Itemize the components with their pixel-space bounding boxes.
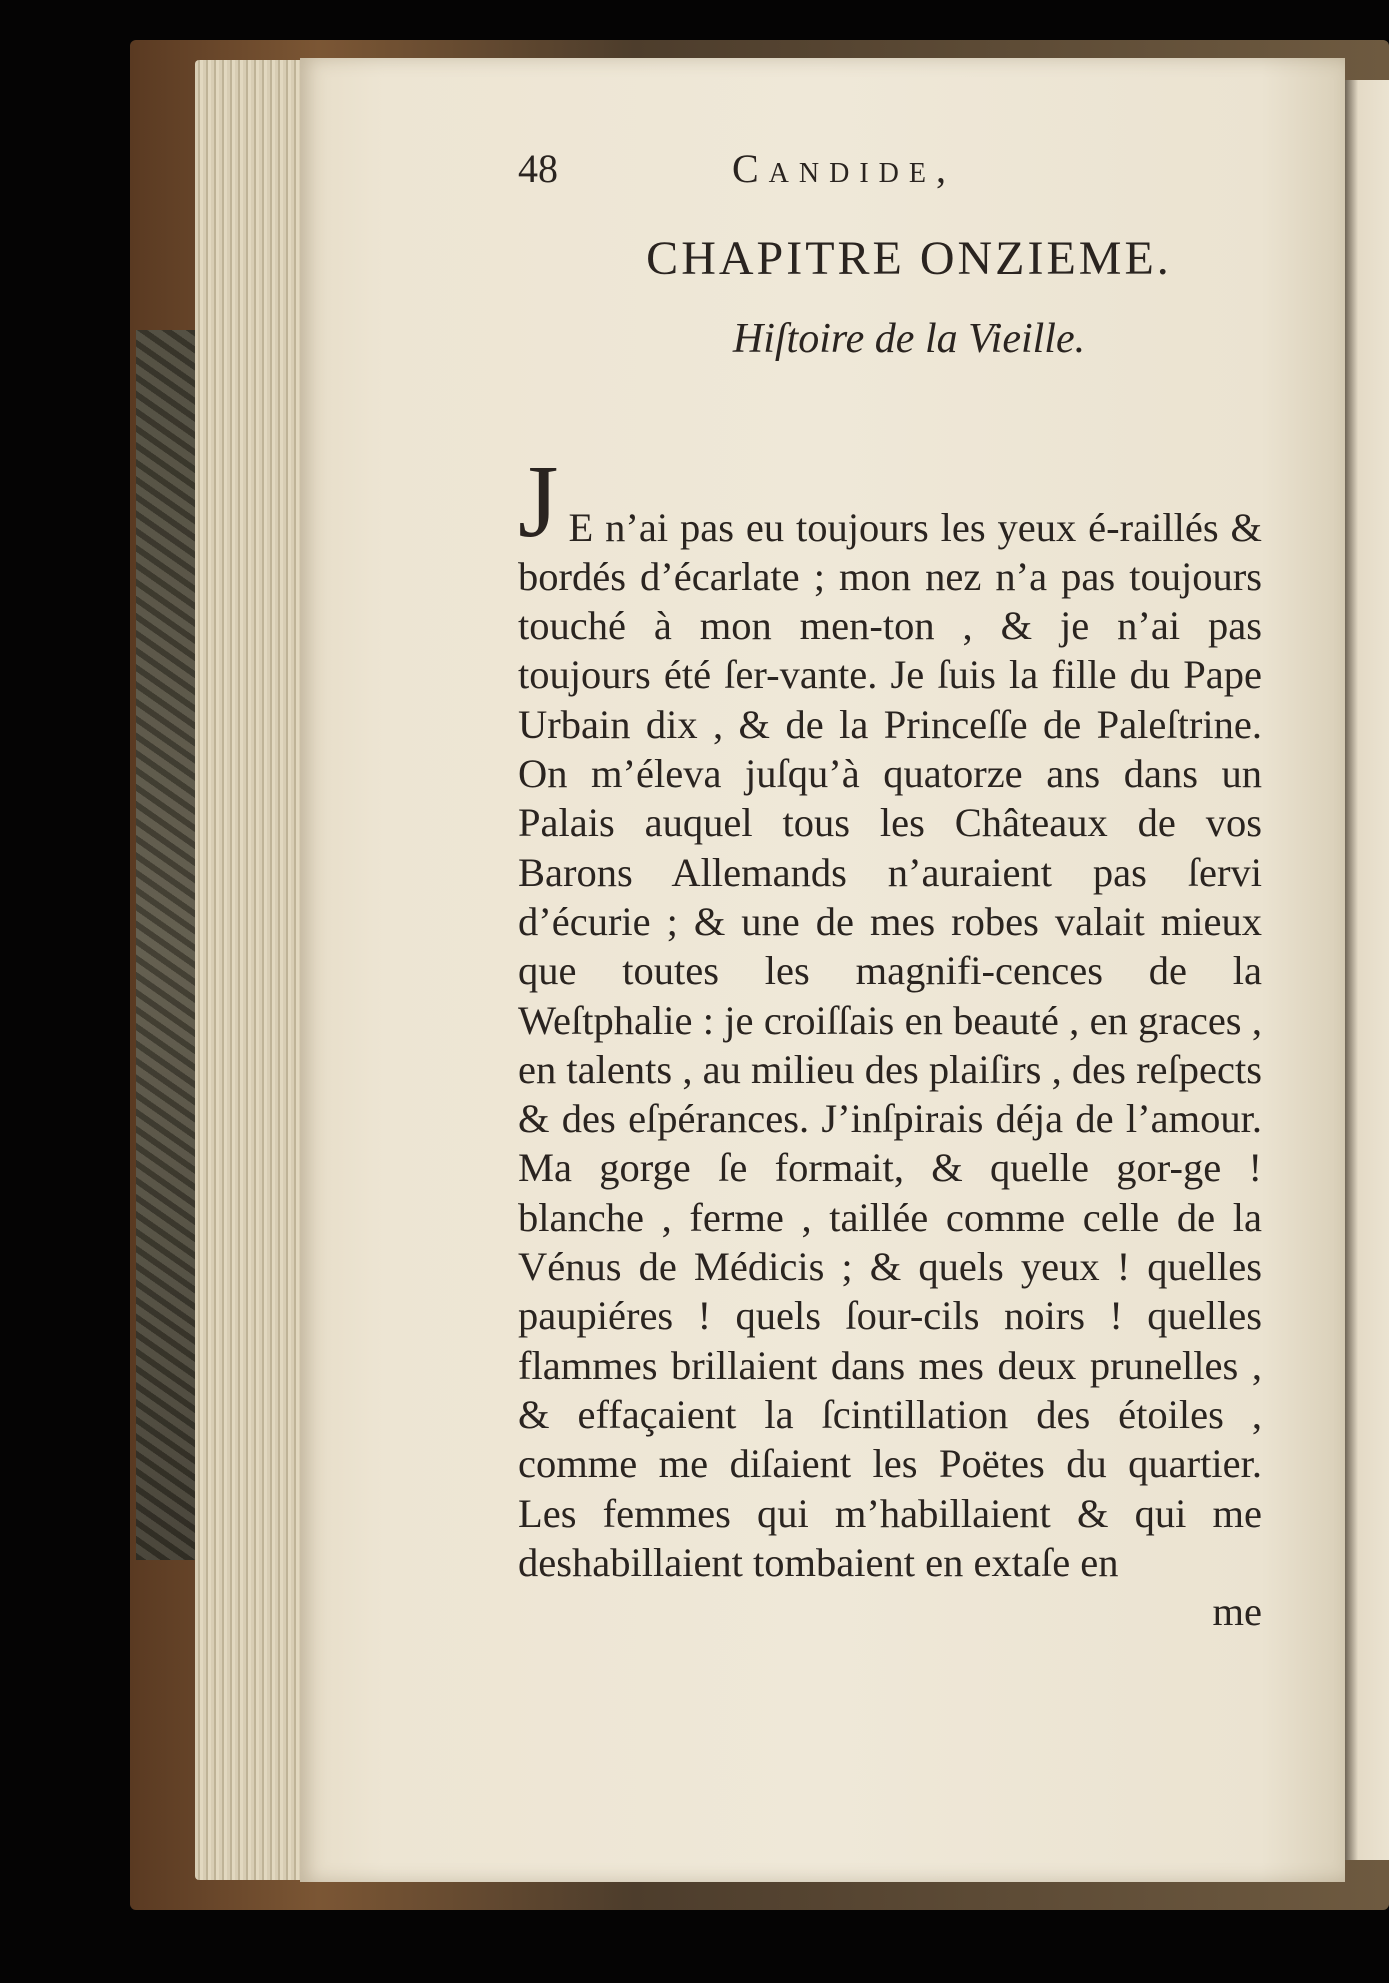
chapter-title: CHAPITRE ONZIEME.	[646, 232, 1172, 285]
page-number: 48	[518, 146, 558, 191]
body-paragraph	[518, 404, 1262, 1587]
chapter-subtitle: Hiſtoire de la Vieille.	[732, 315, 1086, 362]
page-text-block	[518, 135, 1262, 1636]
running-head	[518, 135, 1262, 195]
page-edges	[195, 60, 315, 1880]
running-title: Candide,	[732, 146, 956, 191]
dropcap: J	[518, 444, 559, 560]
body-text: E n’ai pas eu toujours les yeux é-raillés & bordés d’écarlate ; mon nez n’a pas toujours touché à mon men-ton , & je n’ai pas toujours été ſer-vante. Je ſuis la fille du Pape Urbain dix , & de la Princeſſe de Paleſtrine. On m’éleva juſqu’à quatorze ans dans un Palais auquel tous les Châteaux de vos Barons Allemands n’auraient pas ſervi d’écurie ; & une de mes robes valait mieux que toutes les magnifi-cences de la Weſtphalie : je croiſſais en beauté , en graces , en talents , au milieu des plaiſirs , des reſpects & des eſpérances. J’inſpirais déja de l’amour. Ma gorge ſe formait, & quelle gor-ge ! blanche , ferme , taillée comme celle de la Vénus de Médicis ; & quels yeux ! quelles paupiéres ! quels ſour-cils noirs ! quelles flammes brillaient dans mes deux prunelles , & effaçaient la ſcintillation des étoiles , comme me diſaient les Poëtes du quartier. Les femmes qui m’habillaient & qui me deshabillaient tombaient en extaſe en	[518, 504, 1262, 1585]
catchword: me	[1212, 1589, 1262, 1635]
facing-page-edge	[1345, 80, 1389, 1860]
